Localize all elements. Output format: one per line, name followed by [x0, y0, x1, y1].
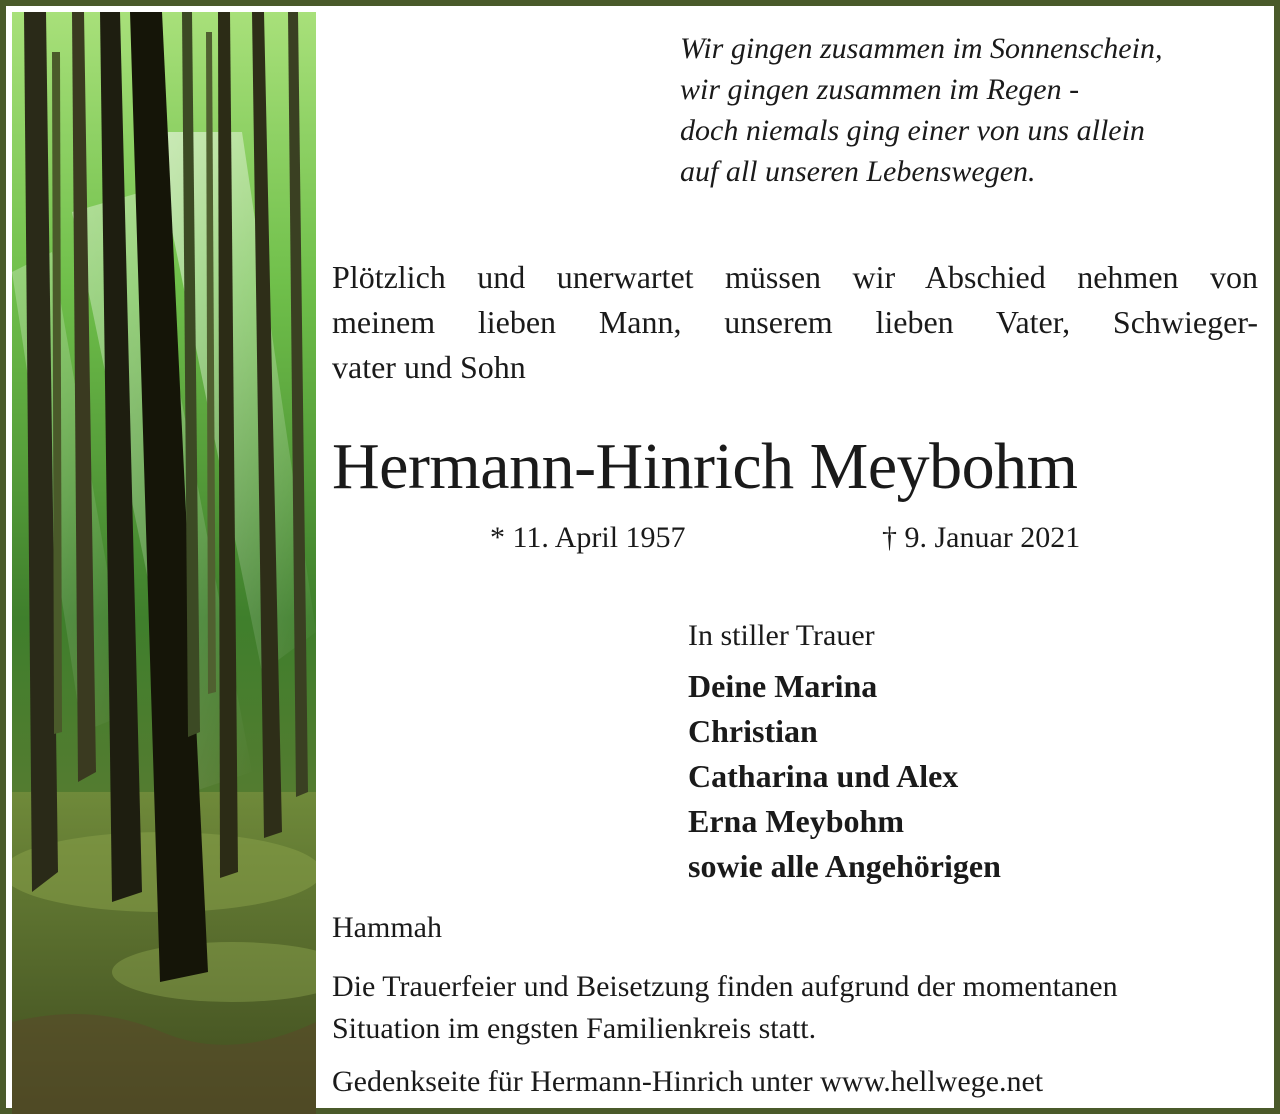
- mourning-line: In stiller Trauer: [688, 619, 875, 652]
- family-member: sowie alle Angehörigen: [688, 848, 1001, 884]
- service-line: Situation im engsten Familienkreis statt.: [332, 1012, 817, 1045]
- family-member: Deine Marina: [688, 668, 878, 704]
- deceased-name: Hermann-Hinrich Meybohm: [332, 430, 1078, 503]
- service-note: [332, 966, 1258, 1050]
- notice-content: [332, 6, 1260, 1120]
- poem: [680, 28, 1260, 192]
- family-member: Christian: [688, 713, 818, 749]
- place-name: Hammah: [332, 911, 442, 944]
- birth-date: * 11. April 1957: [490, 521, 686, 554]
- forest-illustration: [12, 12, 316, 1114]
- service-line: Die Trauerfeier und Beisetzung finden aufgrund der momentanen: [332, 970, 1118, 1003]
- poem-line: doch niemals ging einer von uns allein: [680, 114, 1145, 147]
- poem-line: auf all unseren Lebenswegen.: [680, 155, 1036, 188]
- forest-image: [12, 12, 316, 1114]
- memorial-page-note: Gedenkseite für Hermann-Hinrich unter www.hellwege.net: [332, 1065, 1044, 1098]
- intro-line: Plötzlich und unerwartet müssen wir Abschied nehmen von: [332, 259, 1258, 295]
- poem-line: Wir gingen zusammen im Sonnenschein,: [680, 32, 1163, 65]
- poem-line: wir gingen zusammen im Regen -: [680, 73, 1080, 106]
- intro-text: [332, 255, 1258, 390]
- family-list: [688, 664, 1001, 889]
- family-member: Erna Meybohm: [688, 803, 904, 839]
- intro-line: vater und Sohn: [332, 349, 526, 385]
- death-date: † 9. Januar 2021: [882, 521, 1081, 554]
- intro-line: meinem lieben Mann, unserem lieben Vater, Schwieger-: [332, 304, 1258, 340]
- family-member: Catharina und Alex: [688, 758, 959, 794]
